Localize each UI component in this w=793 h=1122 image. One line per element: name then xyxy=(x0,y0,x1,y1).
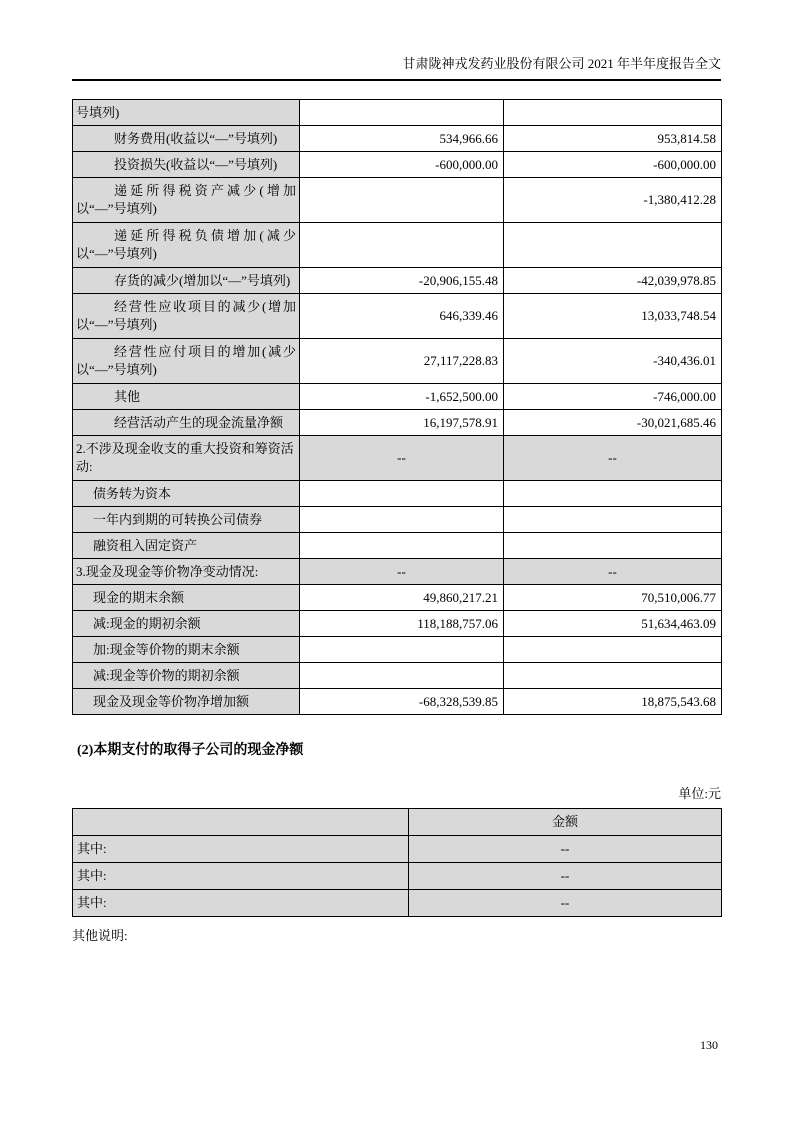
value-cell xyxy=(504,481,722,507)
row-label-cell: 其他 xyxy=(73,384,300,410)
value-cell: -600,000.00 xyxy=(300,152,504,178)
table-row xyxy=(73,863,722,890)
value-cell: -- xyxy=(300,559,504,585)
table-row xyxy=(73,481,722,507)
value-cell: -746,000.00 xyxy=(504,384,722,410)
value-cell: -20,906,155.48 xyxy=(300,268,504,294)
value-cell: 13,033,748.54 xyxy=(504,294,722,339)
value-cell: -- xyxy=(504,559,722,585)
page-header-title: 甘肃陇神戎发药业股份有限公司 2021 年半年度报告全文 xyxy=(402,56,721,71)
value-cell xyxy=(300,663,504,689)
table-row xyxy=(73,410,722,436)
value-cell: -- xyxy=(409,836,722,863)
row-label-cell: 其中: xyxy=(73,890,409,917)
value-cell xyxy=(504,663,722,689)
row-label-cell: 经营活动产生的现金流量净额 xyxy=(73,410,300,436)
section-heading: (2)本期支付的取得子公司的现金净额 xyxy=(77,743,304,758)
amount-header-cell: 金额 xyxy=(409,809,722,836)
value-cell: 18,875,543.68 xyxy=(504,689,722,715)
table-row xyxy=(73,152,722,178)
value-cell: 118,188,757.06 xyxy=(300,611,504,637)
row-label-cell: 2.不涉及现金收支的重大投资和筹资活动: xyxy=(73,436,300,481)
value-cell xyxy=(300,178,504,223)
value-cell: -600,000.00 xyxy=(504,152,722,178)
table-row xyxy=(73,384,722,410)
table-row xyxy=(73,100,722,126)
unit-label: 单位:元 xyxy=(678,786,721,801)
value-cell xyxy=(504,507,722,533)
value-cell xyxy=(300,100,504,126)
table-row xyxy=(73,559,722,585)
table-row xyxy=(73,611,722,637)
row-label-cell: 其中: xyxy=(73,836,409,863)
corner-header-cell xyxy=(73,809,409,836)
row-label-cell: 现金及现金等价物净增加额 xyxy=(73,689,300,715)
table-row xyxy=(73,294,722,339)
value-cell: -- xyxy=(409,863,722,890)
value-cell: 534,966.66 xyxy=(300,126,504,152)
row-label-cell: 现金的期末余额 xyxy=(73,585,300,611)
table-row xyxy=(73,533,722,559)
row-label-cell: 递延所得税负债增加(减少以“—”号填列) xyxy=(73,223,300,268)
value-cell: -68,328,539.85 xyxy=(300,689,504,715)
row-label-cell: 融资租入固定资产 xyxy=(73,533,300,559)
value-cell xyxy=(300,507,504,533)
row-label-cell: 财务费用(收益以“—”号填列) xyxy=(73,126,300,152)
table-row xyxy=(73,436,722,481)
table-row xyxy=(73,836,722,863)
row-label-cell: 递延所得税资产减少(增加以“—”号填列) xyxy=(73,178,300,223)
row-label-cell: 加:现金等价物的期末余额 xyxy=(73,637,300,663)
row-label-cell: 债务转为资本 xyxy=(73,481,300,507)
cash-flow-table xyxy=(72,99,722,715)
value-cell: -- xyxy=(504,436,722,481)
value-cell: 70,510,006.77 xyxy=(504,585,722,611)
row-label-cell: 其中: xyxy=(73,863,409,890)
table-row xyxy=(73,178,722,223)
value-cell xyxy=(300,223,504,268)
table-row xyxy=(73,223,722,268)
value-cell xyxy=(300,481,504,507)
page-header xyxy=(72,55,721,81)
value-cell: 49,860,217.21 xyxy=(300,585,504,611)
value-cell: 16,197,578.91 xyxy=(300,410,504,436)
other-notes-label: 其他说明: xyxy=(72,928,128,943)
table-row xyxy=(73,268,722,294)
table-row xyxy=(73,507,722,533)
value-cell: -- xyxy=(300,436,504,481)
table-row xyxy=(73,890,722,917)
value-cell xyxy=(504,100,722,126)
row-label-cell: 减:现金的期初余额 xyxy=(73,611,300,637)
value-cell: -340,436.01 xyxy=(504,339,722,384)
row-label-cell: 经营性应收项目的减少(增加以“—”号填列) xyxy=(73,294,300,339)
table-row xyxy=(73,689,722,715)
value-cell xyxy=(300,533,504,559)
value-cell xyxy=(504,533,722,559)
value-cell: -30,021,685.46 xyxy=(504,410,722,436)
value-cell xyxy=(504,223,722,268)
table-header-row xyxy=(73,809,722,836)
row-label-cell: 存货的减少(增加以“—”号填列) xyxy=(73,268,300,294)
subsidiary-cash-table xyxy=(72,808,722,917)
value-cell: 51,634,463.09 xyxy=(504,611,722,637)
value-cell: 27,117,228.83 xyxy=(300,339,504,384)
value-cell xyxy=(504,637,722,663)
page-number: 130 xyxy=(700,1038,718,1052)
row-label-cell: 投资损失(收益以“—”号填列) xyxy=(73,152,300,178)
row-label-cell: 号填列) xyxy=(73,100,300,126)
table-row xyxy=(73,585,722,611)
value-cell: -42,039,978.85 xyxy=(504,268,722,294)
row-label-cell: 经营性应付项目的增加(减少以“—”号填列) xyxy=(73,339,300,384)
table-row xyxy=(73,663,722,689)
row-label-cell: 一年内到期的可转换公司债券 xyxy=(73,507,300,533)
value-cell: -1,380,412.28 xyxy=(504,178,722,223)
value-cell: -1,652,500.00 xyxy=(300,384,504,410)
row-label-cell: 3.现金及现金等价物净变动情况: xyxy=(73,559,300,585)
row-label-cell: 减:现金等价物的期初余额 xyxy=(73,663,300,689)
value-cell: 953,814.58 xyxy=(504,126,722,152)
table-row xyxy=(73,339,722,384)
value-cell: 646,339.46 xyxy=(300,294,504,339)
table-row xyxy=(73,637,722,663)
table-row xyxy=(73,126,722,152)
value-cell xyxy=(300,637,504,663)
value-cell: -- xyxy=(409,890,722,917)
